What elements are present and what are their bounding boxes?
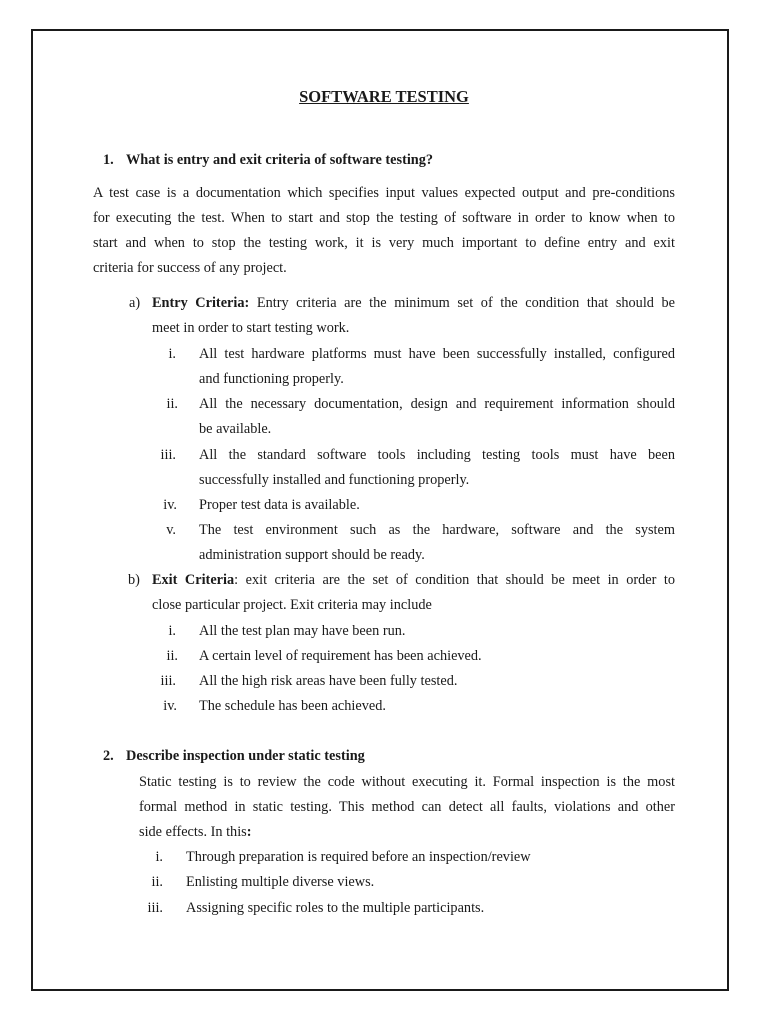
q2-item-2-text: Enlisting multiple diverse views. — [186, 874, 375, 890]
q2-line-2: formal method in static testing. This method can detect all faults, violations and other — [139, 799, 675, 815]
exit-criteria-label: Exit Criteria — [152, 572, 235, 588]
q2-line-3-colon: : — [246, 824, 252, 840]
q2-item-1-text: Through preparation is required before an inspection/review — [186, 849, 531, 865]
q1-number: 1. — [103, 152, 114, 168]
entry-item-1-num: i. — [168, 346, 176, 362]
entry-criteria-line-1 — [152, 294, 675, 312]
q2-line-1: Static testing is to review the code without executing it. Formal inspection is the most — [139, 774, 675, 790]
q1-intro-line-1: A test case is a documentation which specifies input values expected output and pre-conditions — [93, 185, 675, 201]
entry-item-5-line-1: The test environment such as the hardware, software and the system — [199, 522, 675, 538]
q1-intro-line-4: criteria for success of any project. — [93, 260, 287, 276]
q1-intro-line-3: start and when to stop the testing work, it is very much important to define entry and exit — [93, 235, 675, 251]
q2-line-3 — [139, 823, 252, 841]
exit-item-3-text: All the high risk areas have been fully tested. — [199, 673, 458, 689]
exit-criteria-line-2: close particular project. Exit criteria may include — [152, 597, 432, 613]
exit-criteria-text: : exit criteria are the set of condition that should be meet in order to — [234, 572, 675, 588]
entry-criteria-line-2: meet in order to start testing work. — [152, 320, 350, 336]
exit-item-4-text: The schedule has been achieved. — [199, 698, 386, 714]
exit-item-1-text: All the test plan may have been run. — [199, 623, 406, 639]
entry-item-3-num: iii. — [160, 447, 176, 463]
exit-criteria-line-1 — [152, 571, 675, 589]
q2-item-3-num: iii. — [147, 900, 163, 916]
q2-heading: Describe inspection under static testing — [126, 748, 365, 764]
entry-criteria-label: Entry Criteria: — [152, 295, 250, 311]
q2-number: 2. — [103, 748, 114, 764]
entry-item-2-line-2: be available. — [199, 421, 272, 437]
entry-criteria-text: Entry criteria are the minimum set of the condition that should be — [249, 295, 675, 311]
exit-item-1-num: i. — [168, 623, 176, 639]
exit-marker: b) — [128, 572, 140, 588]
entry-item-1-line-2: and functioning properly. — [199, 371, 344, 387]
entry-item-3-line-1: All the standard software tools including testing tools must have been — [199, 447, 675, 463]
q2-line-3-text: side effects. In this — [139, 824, 247, 840]
entry-item-2-line-1: All the necessary documentation, design and requirement information should — [199, 396, 675, 412]
exit-item-4-num: iv. — [163, 698, 177, 714]
entry-item-1-line-1: All test hardware platforms must have been successfully installed, configured — [199, 346, 675, 362]
q1-heading: What is entry and exit criteria of software testing? — [126, 152, 434, 168]
q1-intro-line-2: for executing the test. When to start and stop the testing of software in order to know when to — [93, 210, 675, 226]
exit-item-2-num: ii. — [166, 648, 178, 664]
exit-item-2-text: A certain level of requirement has been achieved. — [199, 648, 482, 664]
entry-item-2-num: ii. — [166, 396, 178, 412]
entry-item-4-num: iv. — [163, 497, 177, 513]
entry-item-4-line-1: Proper test data is available. — [199, 497, 360, 513]
entry-item-5-line-2: administration support should be ready. — [199, 547, 425, 563]
q2-item-3-text: Assigning specific roles to the multiple participants. — [186, 900, 485, 916]
exit-item-3-num: iii. — [160, 673, 176, 689]
entry-marker: a) — [129, 295, 141, 311]
entry-item-5-num: v. — [166, 522, 176, 538]
entry-item-3-line-2: successfully installed and functioning properly. — [199, 472, 470, 488]
q2-item-2-num: ii. — [151, 874, 163, 890]
document-title: SOFTWARE TESTING — [299, 87, 469, 106]
page-border — [31, 29, 729, 991]
q2-item-1-num: i. — [155, 849, 163, 865]
